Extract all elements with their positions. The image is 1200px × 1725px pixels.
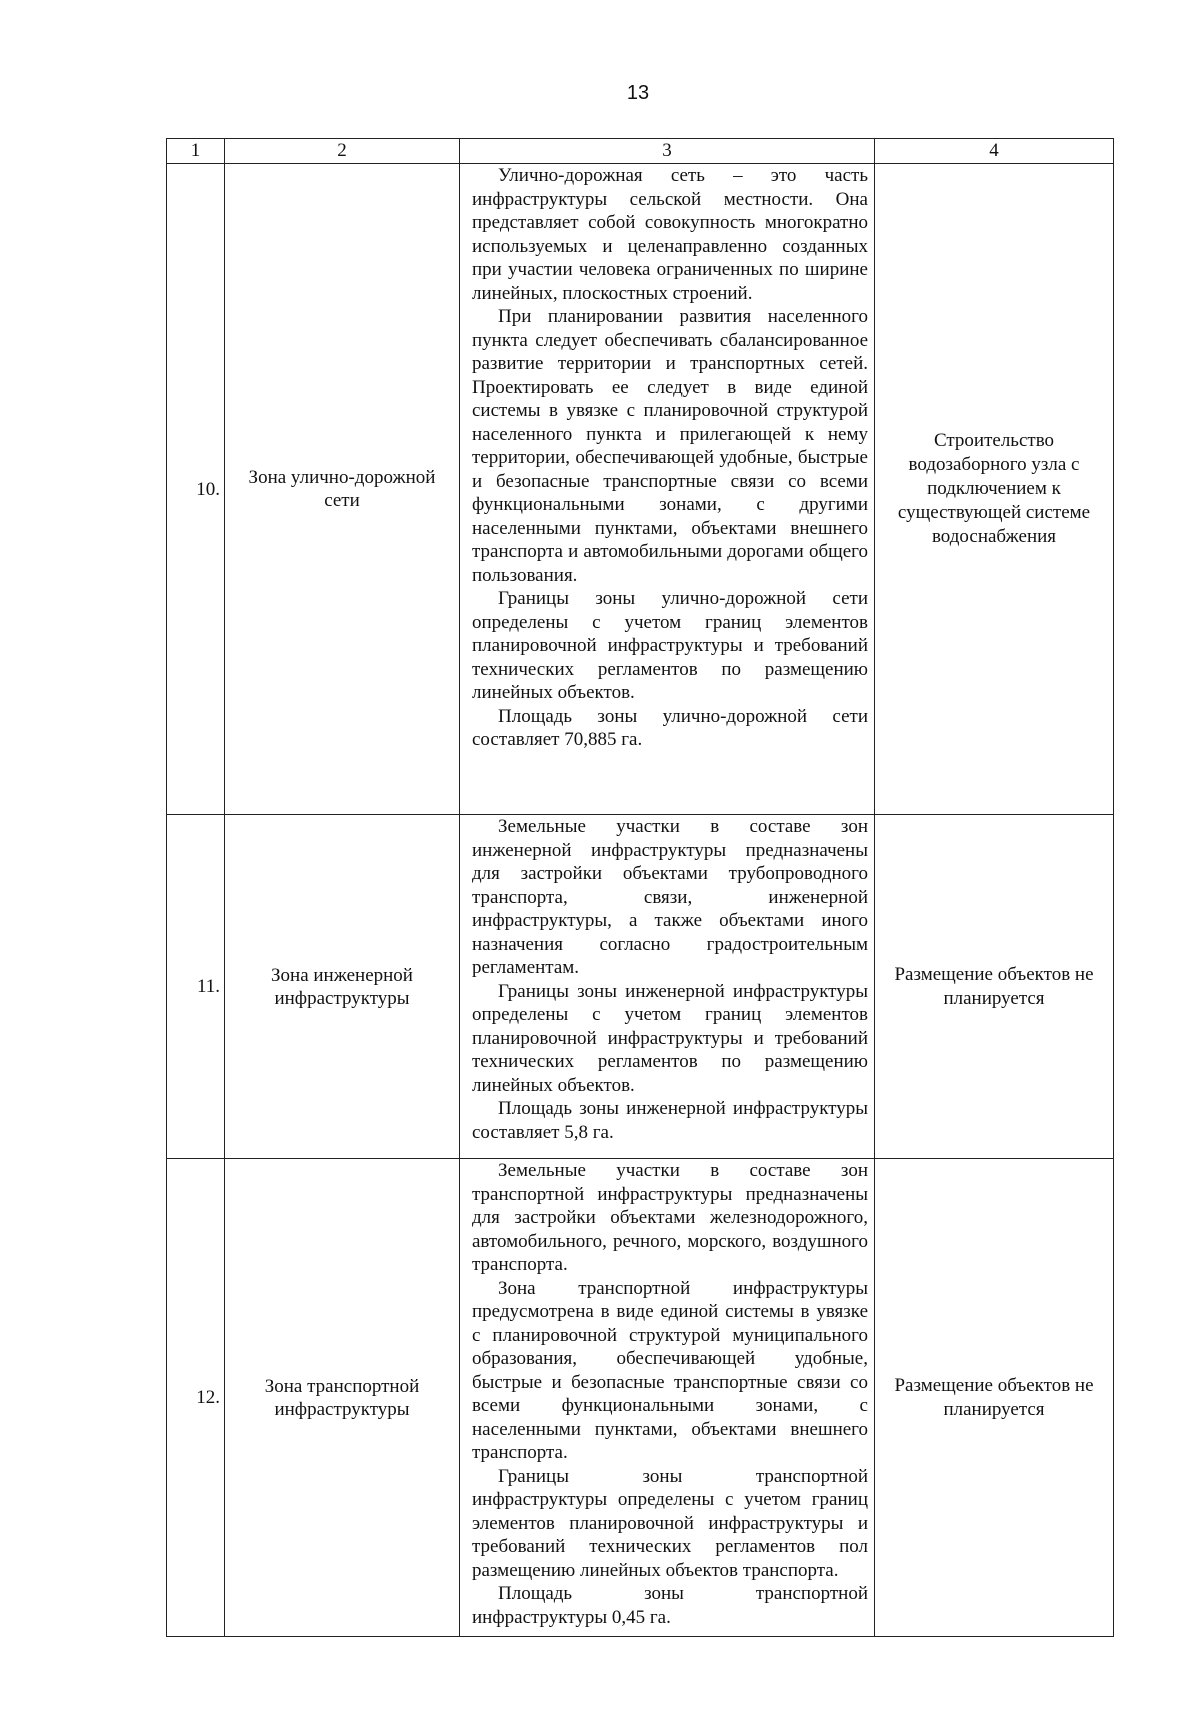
zone-name: Зона транспортной инфраструктуры bbox=[225, 1159, 460, 1637]
zone-description bbox=[460, 1159, 875, 1637]
zone-description bbox=[460, 164, 875, 815]
description-paragraph: Границы зоны улично-дорожной сети определены с учетом границ элементов планировочной инфраструктуры и требований технических регламентов по размещению линейных объектов. bbox=[472, 588, 868, 703]
description-paragraph: Границы зоны транспортной инфраструктуры определены с учетом границ элементов планировочной инфраструктуры и требований технических регламентов пол размещению линейных объектов транспорта. bbox=[472, 1465, 868, 1581]
description-paragraph: Земельные участки в составе зон инженерной инфраструктуры предназначены для застройки объектами трубопроводного транспорта, связи, инженерной инфраструктуры, а также объектами иного назначения согласно градостроительным регламентам. bbox=[472, 816, 868, 978]
description-paragraph: Площадь зоны транспортной инфраструктуры 0,45 га. bbox=[472, 1583, 868, 1628]
page-number: 13 bbox=[626, 82, 650, 104]
description-paragraph: Земельные участки в составе зон транспортной инфраструктуры предназначены для застройки объектами железнодорожного, автомобильного, речного, морского, воздушного транспорта. bbox=[472, 1160, 868, 1275]
zone-name: Зона улично-дорожной сети bbox=[225, 164, 460, 815]
table-row bbox=[167, 1159, 1114, 1637]
zone-description bbox=[460, 815, 875, 1159]
row-number: 10. bbox=[167, 164, 225, 815]
column-header-3: 3 bbox=[460, 139, 875, 164]
planned-measures: Строительство водозаборного узла с подключением к существующей системе водоснабжения bbox=[875, 164, 1114, 815]
description-paragraph: Площадь зоны улично-дорожной сети составляет 70,885 га. bbox=[472, 705, 868, 750]
table-header-row bbox=[167, 139, 1114, 164]
column-header-2: 2 bbox=[225, 139, 460, 164]
description-paragraph: Границы зоны инженерной инфраструктуры определены с учетом границ элементов планировочной инфраструктуры и требований технических регламентов по размещению линейных объектов. bbox=[472, 980, 868, 1096]
description-paragraph: При планировании развития населенного пункта следует обеспечивать сбалансированное развитие территории и транспортных сетей. Проектировать ее следует в виде единой системы в увязке с планировочной структурой населенного пункта и прилегающей к нему территории, обеспечивающей удобные, быстрые и безопасные транспортные связи со всеми функциональными зонами, с другими населенными пунктами, объектами внешнего транспорта и автомобильными дорогами общего пользования. bbox=[472, 306, 868, 586]
description-paragraph: Улично-дорожная сеть – это часть инфраструктуры сельской местности. Она представляет собой совокупность многократно используемых и целенаправленно созданных при участии человека ограниченных по ширине линейных, плоскостных строений. bbox=[472, 165, 868, 304]
zones-table bbox=[166, 138, 1114, 1637]
planned-measures: Размещение объектов не планируется bbox=[875, 815, 1114, 1159]
planned-measures: Размещение объектов не планируется bbox=[875, 1159, 1114, 1637]
row-number: 12. bbox=[167, 1159, 225, 1637]
row-number: 11. bbox=[167, 815, 225, 1159]
description-paragraph: Площадь зоны инженерной инфраструктуры составляет 5,8 га. bbox=[472, 1098, 868, 1143]
column-header-1: 1 bbox=[167, 139, 225, 164]
zone-name: Зона инженерной инфраструктуры bbox=[225, 815, 460, 1159]
table-row bbox=[167, 815, 1114, 1159]
table-row bbox=[167, 164, 1114, 815]
column-header-4: 4 bbox=[875, 139, 1114, 164]
description-paragraph: Зона транспортной инфраструктуры предусмотрена в виде единой системы в увязке с планировочной структурой муниципального образования, обеспечивающей удобные, быстрые и безопасные транспортные связи со всеми функциональными зонами, с населенными пунктами, объектами внешнего транспорта. bbox=[472, 1277, 868, 1463]
